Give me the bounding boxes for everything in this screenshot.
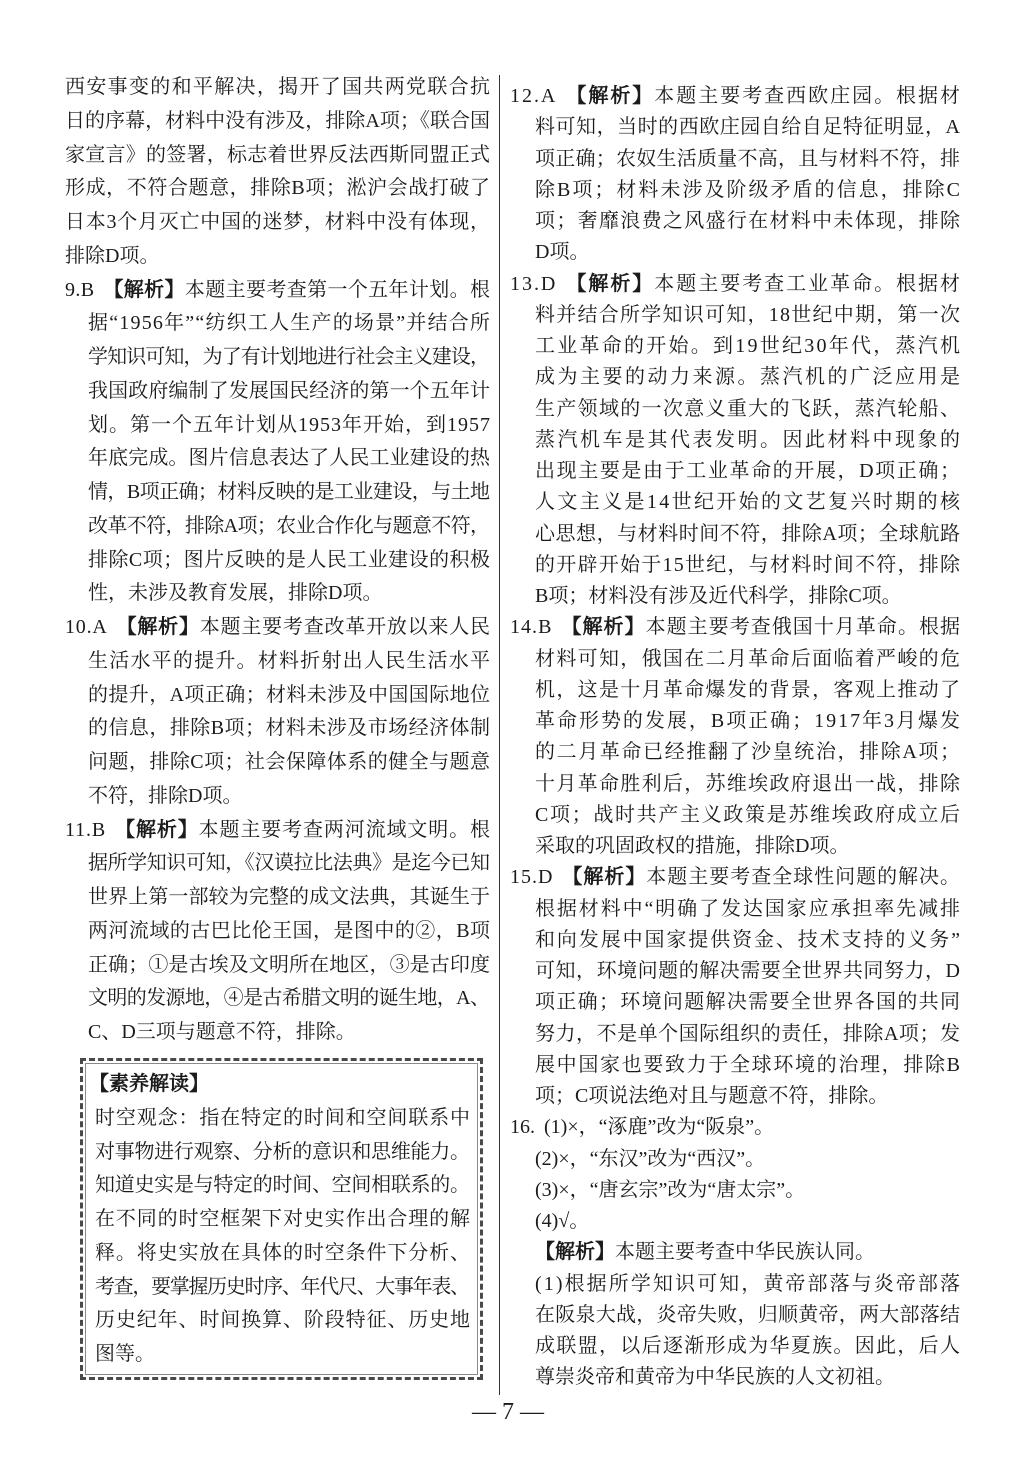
first-line-text: (3)×，“唐玄宗”改为“唐太宗”。 — [535, 1178, 806, 1201]
text-line — [510, 644, 960, 675]
first-line — [65, 814, 490, 848]
line-text: C、D三项与题意不符，排除。 — [88, 1021, 356, 1043]
text-line — [510, 394, 960, 425]
text-line — [510, 362, 963, 393]
text-line — [95, 1102, 470, 1136]
analysis-label: 【解析】 — [103, 278, 185, 301]
answer-item — [510, 81, 963, 269]
text-line — [510, 706, 960, 737]
first-line — [510, 1237, 960, 1268]
text-line — [65, 71, 490, 105]
text-line — [510, 1300, 960, 1331]
analysis-label: 【解析】 — [116, 616, 200, 638]
line-text: 年底完成。图片信息表达了人民工业建设的热 — [88, 447, 491, 470]
line-text: 展中国家也要致力于全球环境的治理，排除B — [535, 1053, 962, 1076]
analysis-label: 【解析】 — [535, 1241, 615, 1264]
text-line — [510, 300, 960, 331]
line-text: 排除C项；图片反映的是人民工业建设的积极 — [88, 548, 491, 571]
line-text: 努力，不是单个国际组织的责任，排除A项；发 — [535, 1022, 961, 1045]
item-number: 13.D — [510, 272, 558, 295]
line-text: 革命形势的发展，B项正确；1917年3月爆发 — [535, 710, 962, 732]
item-number: 12.A — [510, 85, 558, 107]
text-line — [510, 1019, 960, 1050]
text-line — [65, 510, 490, 544]
text-line — [65, 881, 490, 915]
text-line — [65, 780, 490, 814]
line-text: 两河流域的古巴比伦王国，是图中的②，B项 — [88, 919, 491, 942]
line-text: 采取的巩固政权的措施，排除D项。 — [535, 835, 850, 857]
paragraph — [65, 71, 490, 274]
text-line — [65, 139, 490, 173]
analysis-label: 【解析】 — [562, 866, 647, 889]
answer-item — [510, 612, 960, 862]
line-text: 形成，不符合题意，排除B项；淞沪会战打破了 — [65, 177, 491, 200]
line-text: 图等。 — [95, 1343, 155, 1365]
text-line — [510, 581, 960, 612]
line-text: 知道史实是与特定的时间、空间相联系的。 — [95, 1174, 470, 1197]
line-text: 项；C项说法绝对且与题意不符，排除。 — [535, 1085, 889, 1107]
line-text: 对事物进行观察、分析的意识和思维能力。 — [95, 1140, 470, 1163]
text-line — [95, 1271, 470, 1305]
first-line-content — [510, 612, 961, 643]
line-text: 不符，排除D项。 — [88, 784, 243, 807]
text-line — [65, 949, 490, 983]
line-text: 的二月革命已经推翻了沙皇统治，排除A项； — [535, 741, 962, 764]
text-line — [510, 831, 960, 862]
text-line — [510, 112, 960, 143]
paragraph — [510, 1175, 960, 1206]
answer-item — [510, 269, 963, 613]
line-text: 可知，环境问题的解决需要全世界共同努力，D — [535, 960, 961, 982]
box-title — [89, 1068, 470, 1102]
line-text: 项正确；农奴生活质量不高，且与材料不符，排 — [535, 147, 961, 170]
text-line — [510, 237, 960, 268]
text-line — [510, 956, 960, 987]
line-text: 的开辟开始于15世纪，与材料时间不符，排除 — [535, 553, 962, 576]
text-line — [65, 442, 490, 476]
line-text: 性，未涉及教育发展，排除D项。 — [88, 582, 383, 605]
text-line — [65, 409, 490, 443]
line-text: B项；材料没有涉及近代科学，排除C项。 — [535, 585, 902, 607]
first-line-content — [535, 1206, 589, 1237]
line-text: 历史纪年、时间换算、阶段特征、历史地 — [95, 1309, 471, 1332]
answer-item — [65, 814, 490, 1050]
line-text: 情，B项正确；材料反映的是工业建设，与土地 — [88, 481, 490, 503]
text-line — [510, 800, 960, 831]
text-line — [65, 240, 490, 274]
text-line — [65, 341, 490, 375]
line-text: 根据材料中“明确了发达国家应承担率先减排 — [535, 897, 962, 920]
text-line — [510, 737, 960, 768]
line-text: 释。将史实放在具体的时空条件下分析、 — [95, 1241, 471, 1264]
text-line — [510, 987, 960, 1018]
line-text: 正确；①是古埃及文明所在地区，③是古印度 — [88, 953, 491, 976]
text-line — [65, 476, 490, 510]
line-text: 人文主义是14世纪开始的文艺复兴时期的核 — [535, 491, 963, 514]
first-line-text: 本题主要考查西欧庄园。根据材 — [654, 85, 962, 107]
paragraph — [510, 1269, 963, 1394]
right-column — [510, 81, 963, 1394]
first-line — [510, 1206, 960, 1237]
line-text: D项。 — [535, 241, 590, 264]
first-line-content — [65, 274, 490, 308]
line-text: 和向发展中国家提供资金、技术支持的义务” — [535, 928, 962, 951]
text-line — [65, 847, 490, 881]
line-text: 的信息，排除B项；材料未涉及市场经济体制 — [88, 717, 491, 740]
first-line-text: (4)√。 — [535, 1210, 590, 1232]
text-line — [510, 425, 963, 456]
text-line — [65, 577, 490, 611]
text-line — [65, 307, 490, 341]
first-line — [510, 269, 960, 300]
text-line — [65, 982, 490, 1016]
line-text: 除B项；材料未涉及阶级矛盾的信息，排除C — [535, 178, 963, 201]
line-text: 时空观念：指在特定的时间和空间联系中 — [95, 1106, 471, 1129]
text-line — [95, 1338, 470, 1372]
text-line — [510, 206, 960, 237]
line-text: 在不同的时空框架下对史实作出合理的解 — [95, 1208, 471, 1230]
text-line — [510, 925, 960, 956]
line-text: 我国政府编制了发展国民经济的第一个五年计 — [88, 379, 491, 402]
text-line — [510, 675, 960, 706]
line-text: 西安事变的和平解决，揭开了国共两党联合抗 — [65, 76, 492, 98]
line-text: 日的序幕，材料中没有涉及，排除A项；《联合国 — [65, 109, 491, 132]
text-line — [95, 1203, 470, 1237]
line-text: 改革不符，排除A项；农业合作化与题意不符， — [88, 514, 490, 537]
line-text: 十月革命胜利后，苏维埃政府退出一战，排除 — [535, 772, 962, 795]
first-line-text: 本题主要考查全球性问题的解决。 — [646, 866, 961, 889]
first-line-text: 本题主要考查两河流域文明。根 — [198, 818, 491, 841]
line-text: 据“1956年”“纺织工人生产的场景”并结合所 — [88, 312, 492, 335]
line-text: 生活水平的提升。材料折射出人民生活水平 — [88, 649, 492, 672]
text-line — [95, 1237, 470, 1271]
line-text: 料可知，当时的西欧庄园自给自足特征明显，A — [535, 116, 961, 139]
first-line — [510, 1112, 960, 1143]
line-text: 料并结合所学知识可知，18世纪中期，第一次 — [535, 303, 962, 326]
line-text: 日本3个月灭亡中国的迷梦，材料中没有体现， — [65, 211, 491, 233]
text-line — [65, 746, 490, 780]
first-line-content — [510, 269, 962, 300]
line-text: 在阪泉大战，炎帝失败，归顺黄帝，两大部落结 — [535, 1303, 961, 1326]
first-line-text: 本题主要考查工业革命。根据材 — [654, 272, 962, 295]
line-text: 世界上第一部较为完整的成文法典，其诞生于 — [88, 886, 491, 908]
line-text: 生产领域的一次意义重大的飞跃，蒸汽轮船、 — [535, 397, 962, 420]
first-line — [510, 1175, 960, 1206]
first-line-text: 本题主要考查第一个五年计划。根 — [184, 278, 491, 301]
text-line — [510, 1362, 960, 1393]
text-line — [510, 144, 960, 175]
paragraph — [510, 1144, 960, 1175]
first-line-content — [535, 1144, 765, 1175]
item-number: 14.B — [510, 616, 553, 639]
first-line-content — [510, 81, 962, 112]
text-line — [65, 712, 490, 746]
left-column — [65, 71, 490, 1050]
text-line — [95, 1169, 470, 1203]
first-line-text: 本题主要考查俄国十月革命。根据 — [645, 616, 962, 639]
text-line — [65, 206, 490, 240]
answer-item — [65, 611, 490, 814]
line-text: 划。第一个五年计划从1953年开始，到1957 — [88, 413, 491, 436]
line-text: 排除D项。 — [65, 244, 160, 267]
first-line-text: 本题主要考查中华民族认同。 — [615, 1241, 875, 1264]
text-line — [510, 331, 963, 362]
first-line — [510, 612, 960, 643]
paragraph — [510, 1237, 960, 1268]
text-line — [65, 172, 490, 206]
answer-item — [510, 1112, 960, 1143]
first-line-content — [535, 1237, 875, 1268]
first-line-content — [65, 814, 491, 848]
first-line-content — [510, 1112, 774, 1143]
text-line — [65, 375, 490, 409]
line-text: 出现主要是由于工业革命的开展，D项正确； — [535, 460, 962, 482]
line-text: 成联盟，以后逐渐形成为华夏族。因此，后人 — [535, 1335, 962, 1357]
analysis-label: 【解析】 — [566, 272, 655, 295]
literacy-interpretation-box — [80, 1058, 483, 1380]
item-number: 16. — [510, 1116, 535, 1139]
line-text: 问题，排除C项；社会保障体系的健全与题意 — [88, 751, 491, 773]
analysis-label: 【解析】 — [561, 616, 646, 639]
line-text: 项；奢靡浪费之风盛行在材料中未体现，排除 — [535, 210, 962, 232]
item-number: 9.B — [65, 278, 95, 301]
line-text: 材料可知，俄国在二月革命后面临着严峻的危 — [535, 647, 962, 670]
text-line — [65, 645, 490, 679]
text-line — [510, 519, 960, 550]
text-line — [95, 1136, 470, 1170]
first-line — [510, 1144, 960, 1175]
line-text: 家宣言》的签署，标志着世界反法西斯同盟正式 — [65, 143, 491, 166]
first-line — [510, 81, 960, 112]
text-line — [65, 915, 490, 949]
text-line — [65, 1016, 490, 1050]
item-number: 15.D — [510, 866, 554, 889]
line-text: 文明的发源地，④是古希腊文明的诞生地，A、 — [88, 987, 490, 1010]
first-line-content — [65, 611, 491, 645]
line-text: 成为主要的动力来源。蒸汽机的广泛应用是 — [535, 366, 963, 389]
line-text: 尊崇炎帝和黄帝为中华民族的人文初祖。 — [535, 1366, 895, 1389]
item-number: 10.A — [65, 616, 108, 638]
answer-item — [65, 274, 490, 612]
line-text: 项正确；环境问题解决需要全世界各国的共同 — [535, 991, 962, 1014]
line-text: C项；战时共产主义政策是苏维埃政府成立后 — [535, 803, 962, 826]
line-text: 考查，要掌握历史时序、年代尺、大事年表、 — [95, 1275, 469, 1298]
line-text: (1)根据所学知识可知，黄帝部落与炎帝部落 — [535, 1272, 963, 1295]
item-number: 11.B — [65, 818, 107, 841]
first-line — [65, 611, 490, 645]
first-line-content — [510, 862, 961, 893]
text-line — [510, 550, 960, 581]
text-line — [65, 105, 490, 139]
line-text: 学知识可知，为了有计划地进行社会主义建设， — [88, 346, 490, 368]
first-line — [510, 862, 960, 893]
answer-item — [510, 862, 960, 1112]
line-text: 机，这是十月革命爆发的背景，客观上推动了 — [535, 678, 962, 701]
text-line — [510, 456, 960, 487]
paragraph — [510, 1206, 960, 1237]
text-line — [510, 1269, 963, 1300]
analysis-label: 【解析】 — [566, 85, 655, 107]
text-line — [95, 1304, 470, 1338]
first-line-text: 本题主要考查改革开放以来人民 — [199, 616, 491, 638]
text-line — [510, 1331, 960, 1362]
first-line-text: (1)×，“涿鹿”改为“阪泉”。 — [544, 1116, 775, 1139]
column-divider — [499, 75, 500, 1395]
text-line — [510, 175, 963, 206]
text-line — [510, 1050, 960, 1081]
text-line — [65, 544, 490, 578]
page-number: — 7 — — [472, 1399, 544, 1425]
analysis-label: 【解析】 — [115, 818, 199, 841]
text-line — [510, 894, 960, 925]
text-line — [510, 769, 960, 800]
line-text: 【素养解读】 — [89, 1073, 209, 1095]
line-text: 的提升，A项正确；材料未涉及中国国际地位 — [88, 683, 491, 706]
line-text: 蒸汽机车是其代表发明。因此材料中现象的 — [535, 428, 963, 451]
text-line — [65, 679, 490, 713]
text-line — [510, 487, 963, 518]
first-line-content — [535, 1175, 805, 1206]
line-text: 据所学知识可知，《汉谟拉比法典》是迄今已知 — [88, 852, 490, 875]
text-line — [510, 1081, 960, 1112]
line-text: 心思想，与材料时间不符，排除A项；全球航路 — [535, 522, 961, 545]
line-text: 工业革命的开始。到19世纪30年代，蒸汽机 — [535, 335, 963, 357]
first-line — [65, 274, 490, 308]
first-line-text: (2)×，“东汉”改为“西汉”。 — [535, 1147, 766, 1170]
